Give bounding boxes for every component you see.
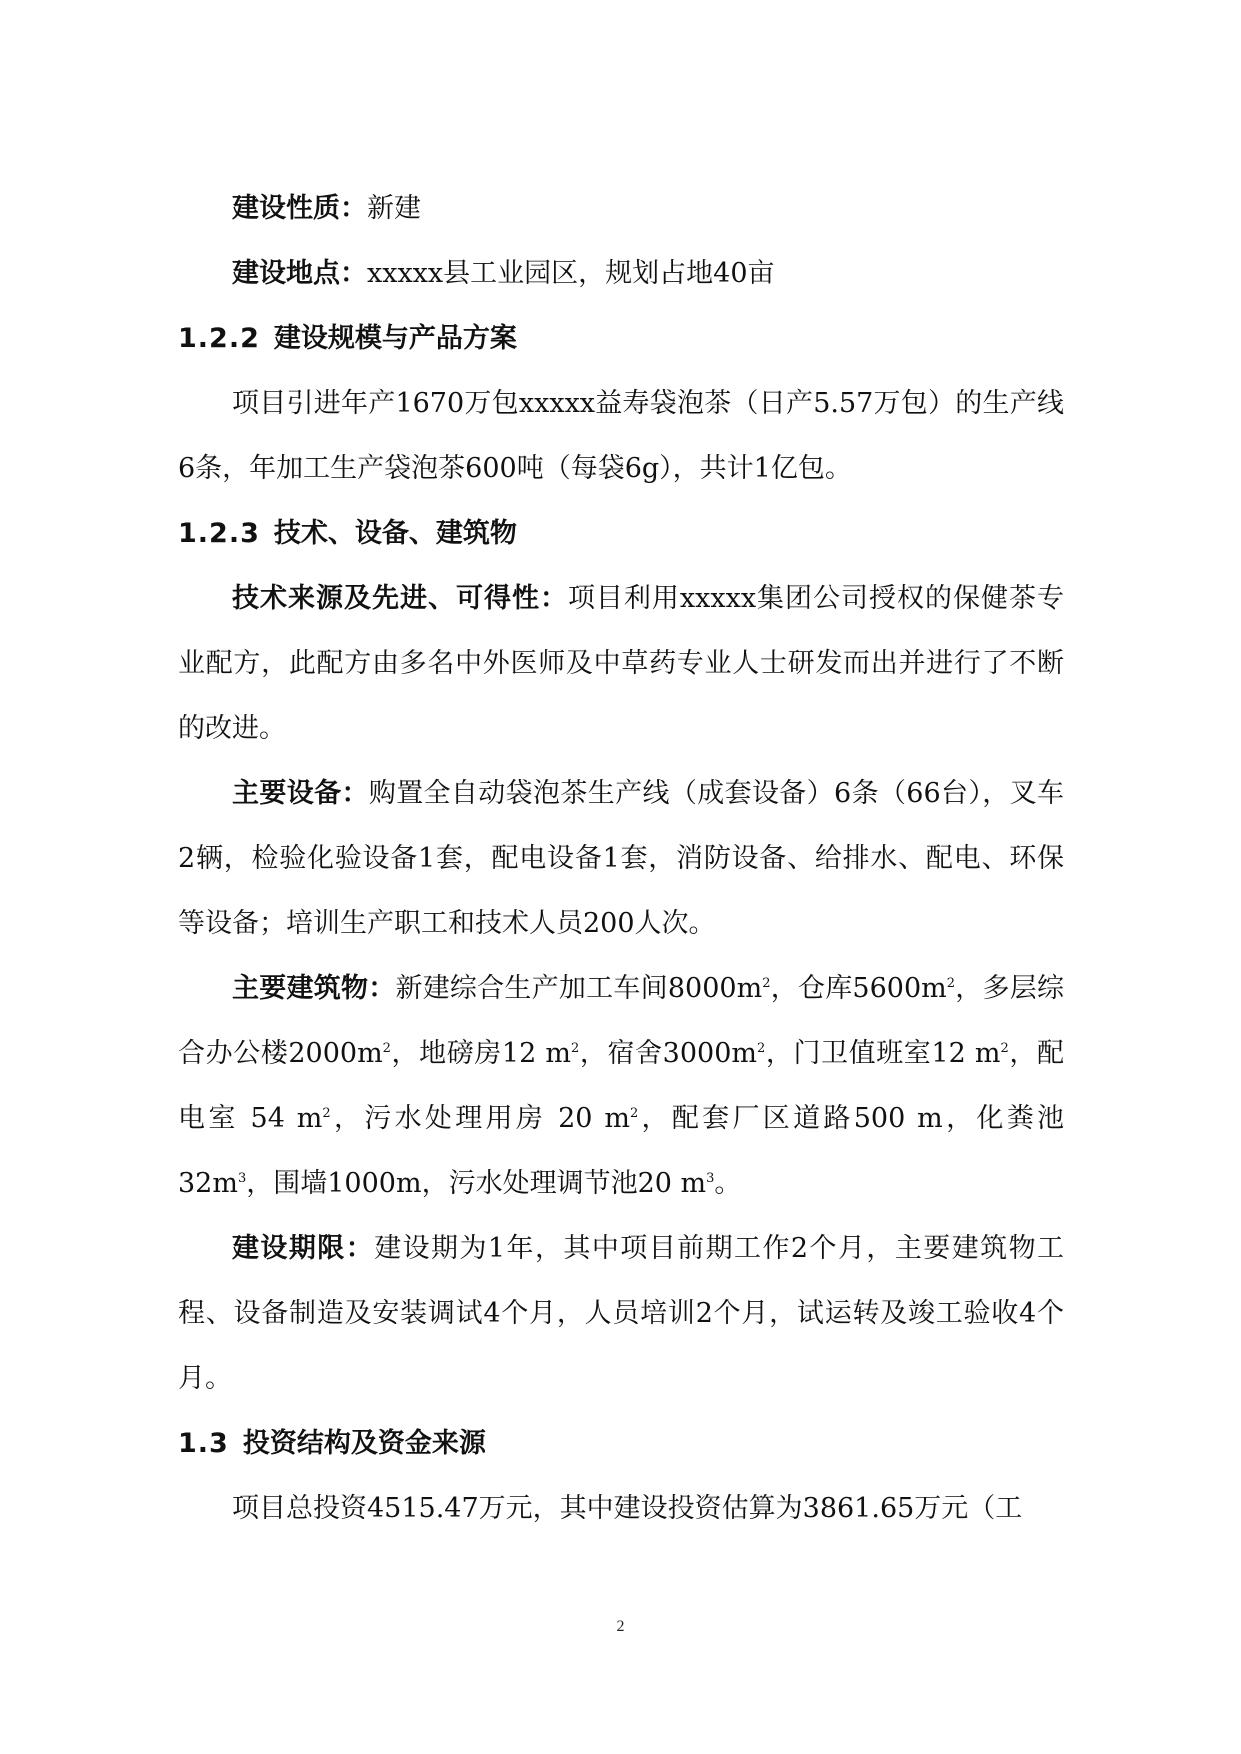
paragraph-label: 主要建筑物： [232,973,396,1004]
section-title: 投资结构及资金来源 [242,1428,486,1459]
paragraph-text: 购置全自动袋泡茶生产线（成套设备）6条（66台），叉车2辆，检验化验设备1套，配电设备1套，消防设备、给排水、配电、环保等设备；培训生产职工和技术人员200人次。 [178,778,1064,939]
building-text: ，地磅房12 m [390,1038,572,1069]
building-text: ，宿舍3000m [579,1038,757,1069]
unit-superscript: 3 [237,1171,247,1186]
page-number: 2 [616,1618,625,1635]
unit-superscript: 2 [629,1106,639,1121]
section-title: 技术、设备、建筑物 [273,518,517,549]
field-label: 建设地点： [232,258,367,289]
building-text: 。 [714,1168,742,1199]
section-number: 1.2.3 [178,518,260,549]
unit-superscript: 2 [1000,1041,1009,1056]
field-construction-nature [178,176,1064,241]
unit-superscript: 3 [706,1171,715,1186]
building-text: ，配套厂区道路500 m，化粪池32m [178,1103,1065,1199]
field-value: xxxxx县工业园区，规划占地40亩 [367,258,775,289]
unit-superscript: 2 [756,1041,766,1056]
field-construction-location [178,241,1064,306]
paragraph-label: 技术来源及先进、可得性： [232,583,568,614]
page-content [178,176,1064,1541]
paragraph-main-buildings [178,956,1064,1216]
unit-superscript: 2 [946,976,956,991]
section-body-investment: 项目总投资4515.47万元，其中建设投资估算为3861.65万元（工 [232,1493,1023,1524]
building-text: ，配电室 54 m [178,1038,1064,1134]
section-heading-1-2-2 [178,306,1064,371]
building-text: ，多层综合办公楼2000m [178,973,1064,1069]
paragraph-construction-period [178,1216,1064,1411]
paragraph-text: 建设期为1年，其中项目前期工作2个月，主要建筑物工程、设备制造及安装调试4个月，人员培训2个月，试运转及竣工验收4个月。 [178,1233,1065,1394]
unit-superscript: 2 [382,1041,391,1056]
building-text: ，门卫值班室12 m [765,1038,1001,1069]
unit-superscript: 2 [322,1106,331,1121]
building-text: ，仓库5600m [770,973,947,1004]
section-title: 建设规模与产品方案 [273,323,517,354]
building-text: ，围墙1000m，污水处理调节池20 m [246,1168,707,1199]
section-body-scale: 项目引进年产1670万包xxxxx益寿袋泡茶（日产5.57万包）的生产线6条，年加工生产袋泡茶600吨（每袋6g），共计1亿包。 [178,388,1064,484]
field-label: 建设性质： [232,193,367,224]
section-number: 1.2.2 [178,323,260,354]
field-value: 新建 [367,193,421,224]
unit-superscript: 2 [571,1041,580,1056]
paragraph-main-equipment [178,761,1064,956]
building-text: 新建综合生产加工车间8000m [395,973,763,1004]
unit-superscript: 2 [762,976,771,991]
section-number: 1.3 [178,1428,229,1459]
section-heading-1-2-3 [178,501,1064,566]
paragraph-text: 项目利用xxxxx集团公司授权的保健茶专业配方，此配方由多名中外医师及中草药专业人士研发而出并进行了不断的改进。 [178,583,1064,744]
paragraph-technology-source [178,566,1064,761]
section-heading-1-3 [178,1411,1064,1476]
paragraph-label: 建设期限： [232,1233,375,1264]
paragraph-label: 主要设备： [232,778,369,809]
building-text: ，污水处理用房 20 m [330,1103,630,1134]
